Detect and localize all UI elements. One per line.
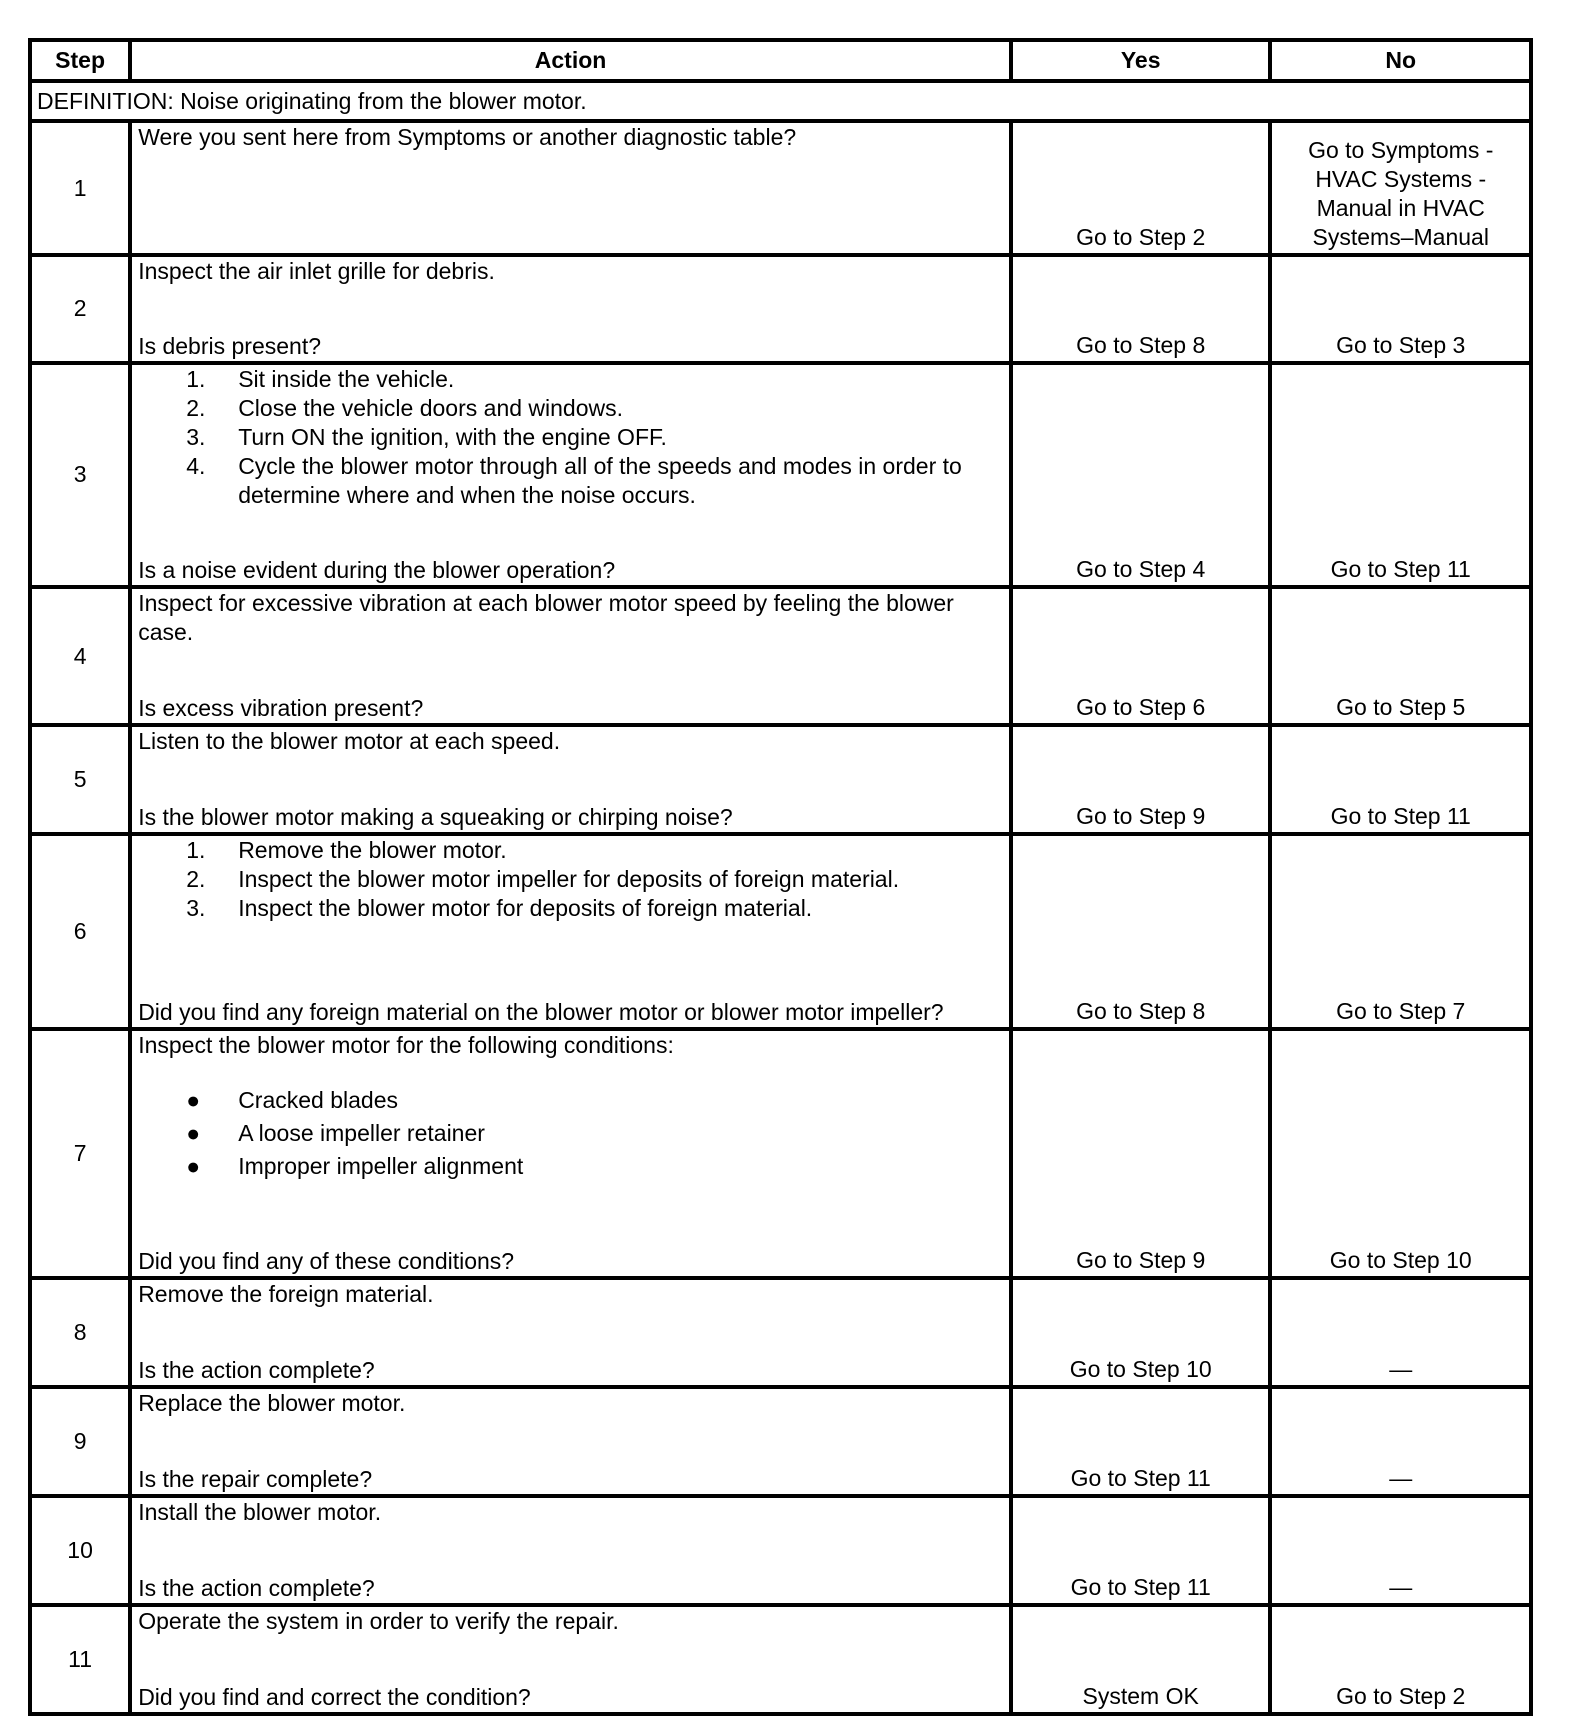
list-number: 1. <box>186 836 206 863</box>
step-number: 10 <box>30 1496 130 1605</box>
header-row <box>30 40 1531 81</box>
action-cell <box>130 1496 1011 1605</box>
instruction-text: Operate the system in order to verify the repair. <box>138 1607 619 1634</box>
list-number: 3. <box>186 423 206 450</box>
step-number: 1 <box>30 121 130 254</box>
question-text: Is excess vibration present? <box>138 694 424 721</box>
instruction-text: Remove the foreign material. <box>138 1280 434 1307</box>
step-number: 7 <box>30 1029 130 1278</box>
list-text: Improper impeller alignment <box>238 1152 524 1179</box>
no-result-line: Manual in HVAC <box>1316 194 1485 221</box>
no-result: Go to Step 11 <box>1270 363 1531 588</box>
question-text: Is the action complete? <box>138 1574 375 1601</box>
question-text: Is a noise evident during the blower operation? <box>138 557 616 584</box>
instruction-text: Inspect the air inlet grille for debris. <box>138 257 495 284</box>
yes-result: Go to Step 10 <box>1011 1278 1271 1387</box>
yes-result: Go to Step 8 <box>1011 834 1271 1029</box>
instruction-text: Install the blower motor. <box>138 1498 382 1525</box>
table-row <box>30 1496 1531 1605</box>
table-row <box>30 363 1531 588</box>
question-text: Is the repair complete? <box>138 1465 373 1492</box>
table-row <box>30 1387 1531 1496</box>
action-cell <box>130 834 1011 1029</box>
list-number: 4. <box>186 452 206 479</box>
list-item <box>138 836 1003 865</box>
yes-result: Go to Step 2 <box>1011 121 1271 254</box>
list-text: Turn ON the ignition, with the engine OFF. <box>238 423 667 450</box>
definition-row <box>30 81 1531 122</box>
list-text: Inspect the blower motor for deposits of foreign material. <box>238 894 813 921</box>
instruction-text: Were you sent here from Symptoms or another diagnostic table? <box>138 124 797 151</box>
step-number: 6 <box>30 834 130 1029</box>
no-result: — <box>1270 1387 1531 1496</box>
no-result-line: Go to Symptoms - <box>1308 136 1494 163</box>
numbered-list <box>138 836 1003 923</box>
numbered-list <box>138 365 1003 510</box>
yes-result: Go to Step 8 <box>1011 255 1271 363</box>
table-row <box>30 725 1531 834</box>
header-step: Step <box>30 40 130 81</box>
list-number: 2. <box>186 865 206 892</box>
no-result <box>1270 121 1531 254</box>
list-item <box>138 1117 1003 1150</box>
instruction-text: Listen to the blower motor at each speed. <box>138 727 561 754</box>
list-number: 3. <box>186 894 206 921</box>
action-cell <box>130 1605 1011 1714</box>
question-text: Did you find any foreign material on the blower motor or blower motor impeller? <box>138 998 944 1025</box>
list-item <box>138 894 1003 923</box>
yes-result: Go to Step 11 <box>1011 1496 1271 1605</box>
step-number: 9 <box>30 1387 130 1496</box>
list-item <box>138 1150 1003 1183</box>
question-text: Did you find and correct the condition? <box>138 1684 531 1710</box>
step-number: 11 <box>30 1605 130 1714</box>
step-number: 5 <box>30 725 130 834</box>
list-text: Close the vehicle doors and windows. <box>238 394 624 421</box>
bullet-icon: ● <box>186 1152 201 1179</box>
list-item <box>138 865 1003 894</box>
no-result: — <box>1270 1496 1531 1605</box>
step-number: 4 <box>30 587 130 725</box>
table-row <box>30 1029 1531 1278</box>
table-row <box>30 1605 1531 1714</box>
list-text: A loose impeller retainer <box>238 1119 485 1146</box>
yes-result: Go to Step 9 <box>1011 1029 1271 1278</box>
question-text: Did you find any of these conditions? <box>138 1247 515 1274</box>
table-row <box>30 834 1531 1029</box>
list-item <box>138 394 1003 423</box>
table-row <box>30 587 1531 725</box>
no-result: Go to Step 7 <box>1270 834 1531 1029</box>
header-yes: Yes <box>1011 40 1271 81</box>
instruction-text: Replace the blower motor. <box>138 1389 406 1416</box>
list-text: Remove the blower motor. <box>238 836 507 863</box>
action-cell <box>130 363 1011 588</box>
list-item <box>138 365 1003 394</box>
no-result: Go to Step 10 <box>1270 1029 1531 1278</box>
step-number: 3 <box>30 363 130 588</box>
action-cell <box>130 255 1011 363</box>
list-text: Sit inside the vehicle. <box>238 365 455 392</box>
step-number: 8 <box>30 1278 130 1387</box>
question-text: Is debris present? <box>138 332 322 359</box>
list-number: 2. <box>186 394 206 421</box>
yes-result: Go to Step 6 <box>1011 587 1271 725</box>
action-cell <box>130 725 1011 834</box>
list-item <box>138 423 1003 452</box>
yes-result: Go to Step 9 <box>1011 725 1271 834</box>
action-cell <box>130 121 1011 254</box>
yes-result: System OK <box>1011 1605 1271 1714</box>
diagnostic-table <box>28 38 1533 1716</box>
list-item <box>138 452 1003 510</box>
no-result: — <box>1270 1278 1531 1387</box>
list-item <box>138 1084 1003 1117</box>
list-number: 1. <box>186 365 206 392</box>
list-text: Inspect the blower motor impeller for deposits of foreign material. <box>238 865 900 892</box>
no-result: Go to Step 5 <box>1270 587 1531 725</box>
table-row <box>30 1278 1531 1387</box>
action-cell <box>130 1278 1011 1387</box>
action-cell <box>130 1387 1011 1496</box>
instruction-text: Inspect for excessive vibration at each blower motor speed by feeling the blower case. <box>138 590 954 646</box>
list-text: Cracked blades <box>238 1086 398 1113</box>
no-result: Go to Step 2 <box>1270 1605 1531 1714</box>
bullet-list <box>138 1084 1003 1183</box>
bullet-icon: ● <box>186 1119 201 1146</box>
bullet-icon: ● <box>186 1086 201 1113</box>
header-action: Action <box>130 40 1011 81</box>
instruction-text: Inspect the blower motor for the following conditions: <box>138 1031 674 1058</box>
yes-result: Go to Step 4 <box>1011 363 1271 588</box>
no-result: Go to Step 11 <box>1270 725 1531 834</box>
yes-result: Go to Step 11 <box>1011 1387 1271 1496</box>
definition-text: DEFINITION: Noise originating from the blower motor. <box>30 81 1531 122</box>
no-result-line: HVAC Systems - <box>1315 165 1487 192</box>
no-result-line: Systems–Manual <box>1312 223 1489 250</box>
header-no: No <box>1270 40 1531 81</box>
question-text: Is the action complete? <box>138 1356 375 1383</box>
table-row <box>30 255 1531 363</box>
question-text: Is the blower motor making a squeaking or chirping noise? <box>138 803 733 830</box>
list-text: Cycle the blower motor through all of the speeds and modes in order to determine where and when the noise occurs. <box>238 452 962 508</box>
step-number: 2 <box>30 255 130 363</box>
no-result: Go to Step 3 <box>1270 255 1531 363</box>
action-cell <box>130 1029 1011 1278</box>
table-row <box>30 121 1531 254</box>
action-cell <box>130 587 1011 725</box>
